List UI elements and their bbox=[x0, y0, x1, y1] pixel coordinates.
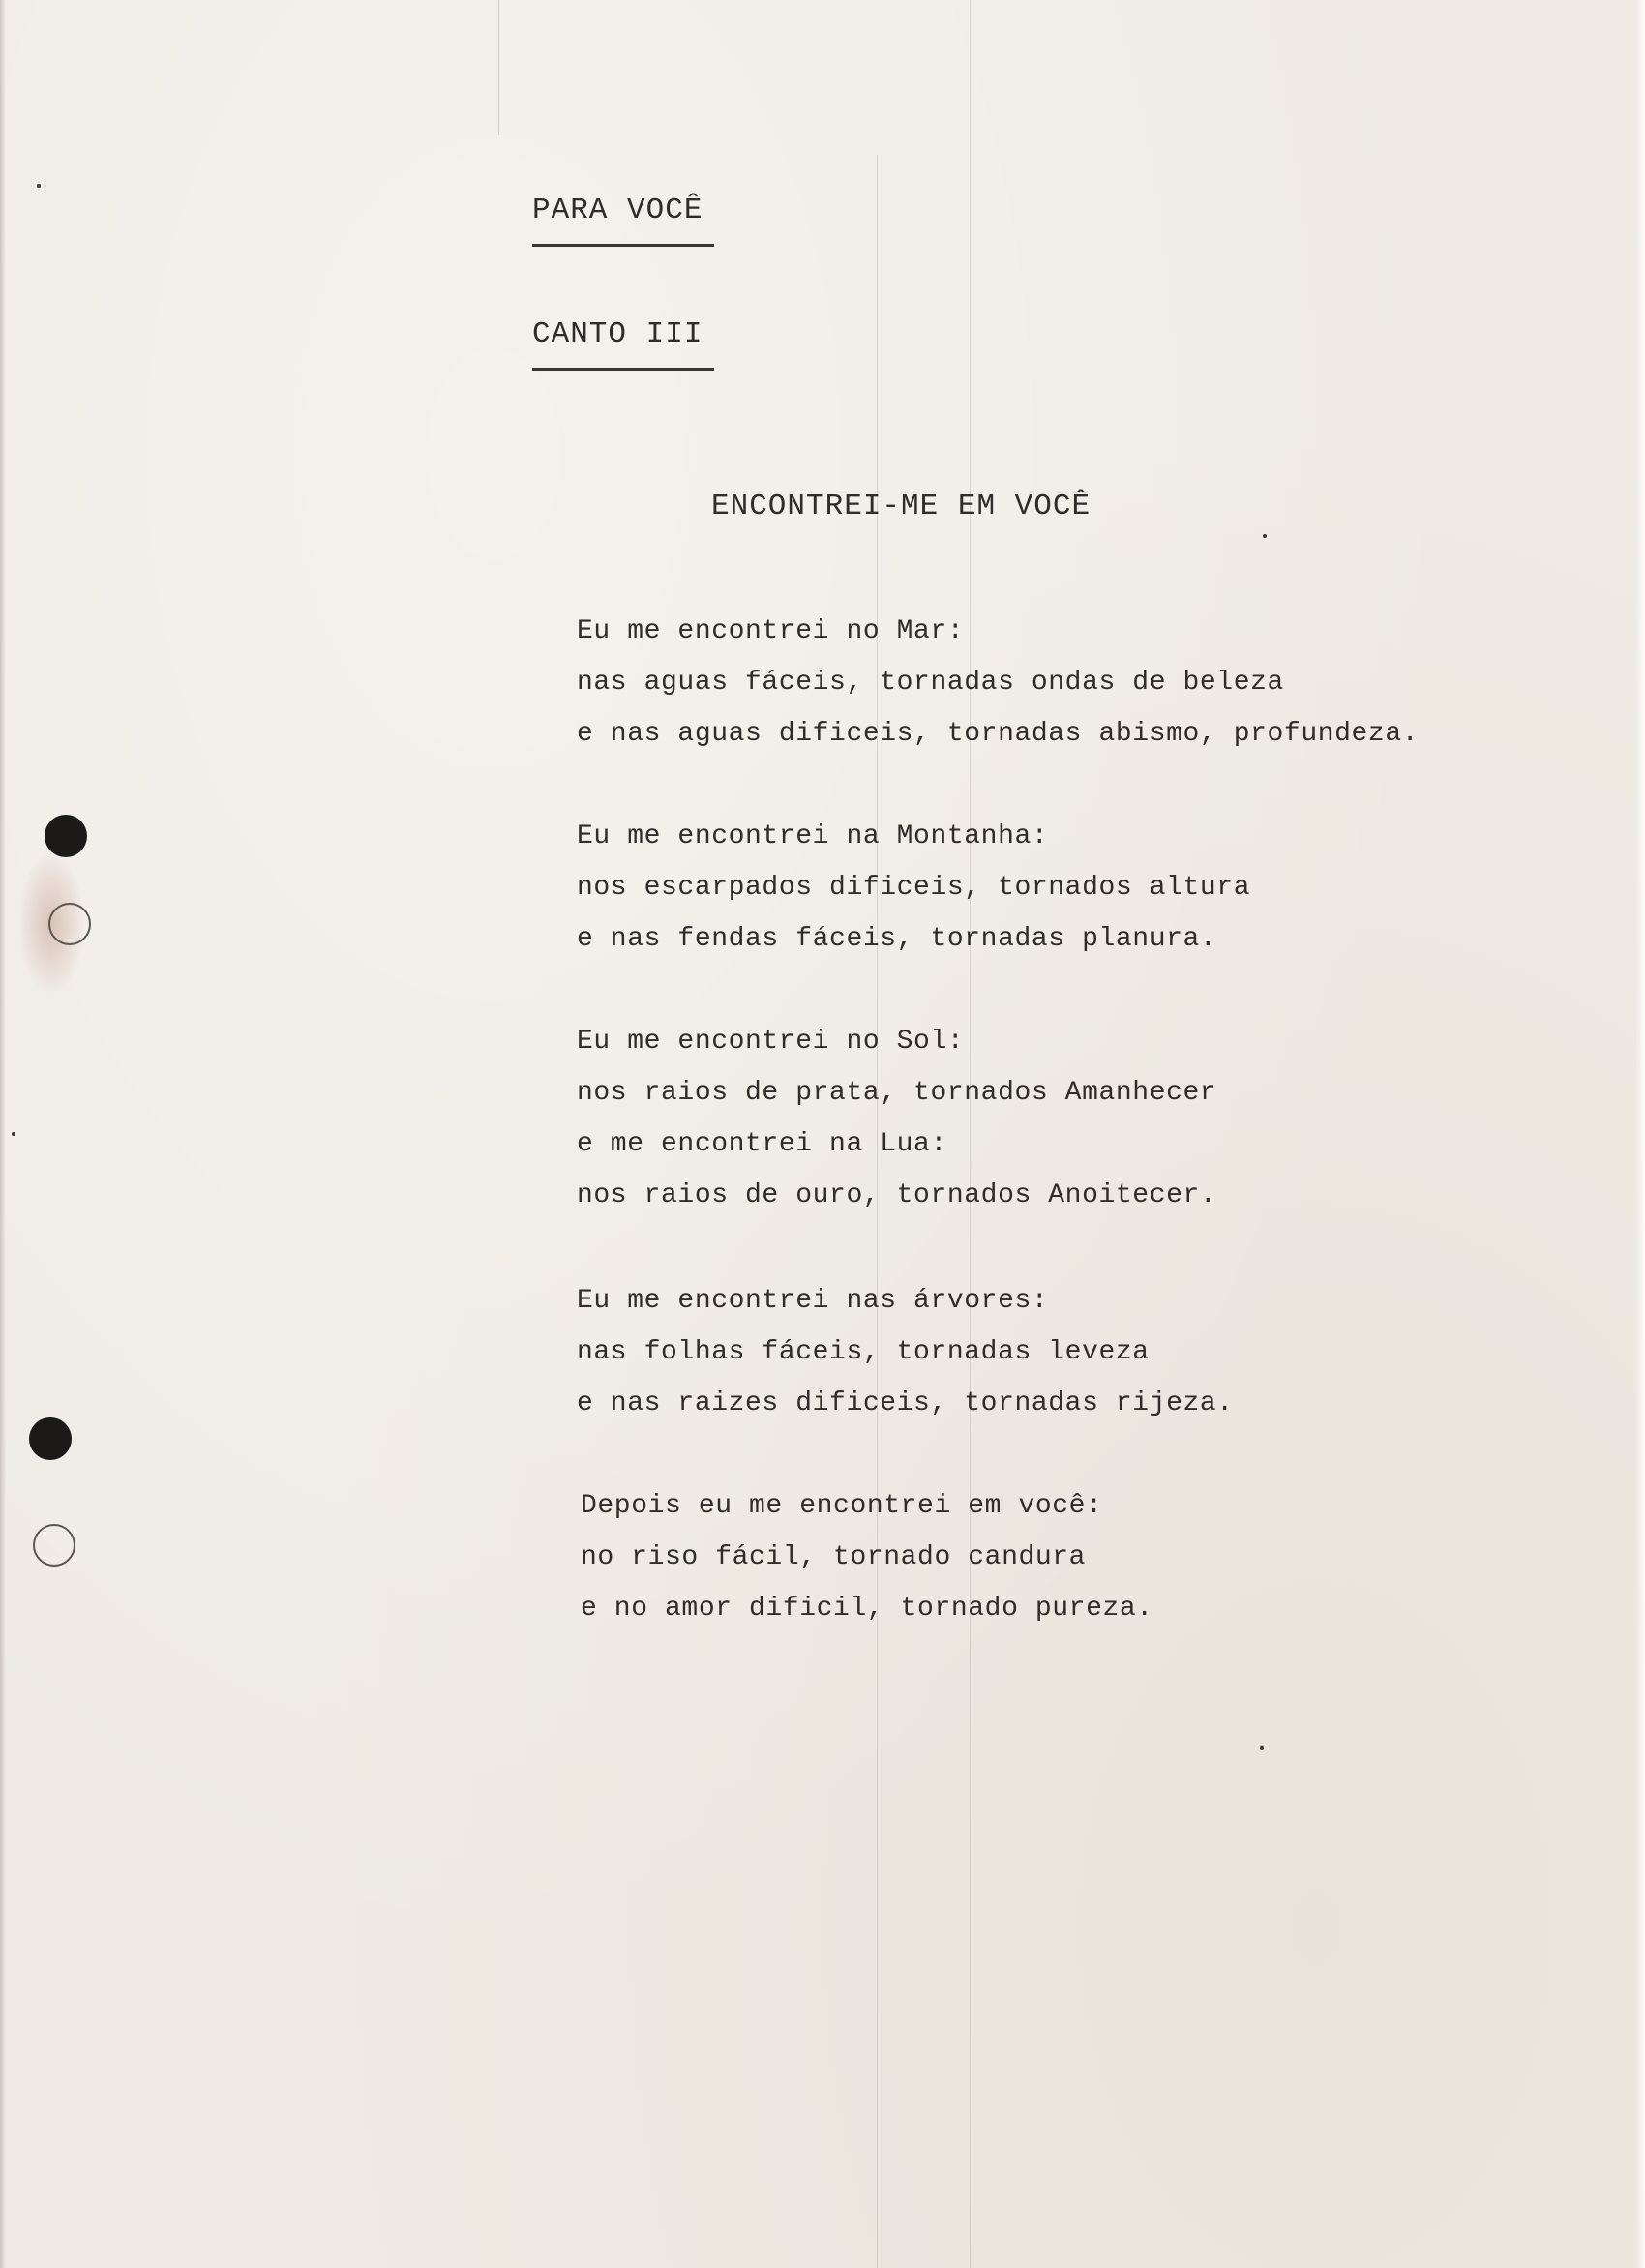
poem-line: nas aguas fáceis, tornadas ondas de beleza bbox=[577, 668, 1284, 698]
ink-speck bbox=[1260, 1746, 1264, 1750]
fold-crease bbox=[498, 0, 499, 135]
poem-line: Eu me encontrei no Sol: bbox=[577, 1027, 965, 1057]
punch-hole-ring bbox=[33, 1524, 75, 1567]
poem-title: ENCONTREI-ME EM VOCÊ bbox=[711, 490, 1092, 523]
page-left-edge bbox=[0, 0, 6, 2268]
punch-hole bbox=[45, 815, 87, 857]
stanza bbox=[581, 1480, 1153, 1634]
poem-line: Eu me encontrei nas árvores: bbox=[577, 1286, 1049, 1316]
poem-line: e nas fendas fáceis, tornadas planura. bbox=[577, 924, 1217, 954]
section-underline bbox=[532, 368, 714, 371]
poem-line: nos escarpados dificeis, tornados altura bbox=[577, 873, 1251, 903]
title-underline bbox=[532, 244, 714, 247]
page-right-edge bbox=[1635, 0, 1645, 2268]
poem-line: Depois eu me encontrei em você: bbox=[581, 1491, 1103, 1521]
section-heading: CANTO III bbox=[532, 317, 703, 351]
stanza bbox=[577, 606, 1419, 760]
ink-speck bbox=[37, 184, 41, 188]
collection-title: PARA VOCÊ bbox=[532, 194, 703, 227]
poem-line: nas folhas fáceis, tornadas leveza bbox=[577, 1337, 1150, 1367]
stanza bbox=[577, 811, 1250, 965]
ink-speck bbox=[1263, 534, 1267, 538]
poem-line: no riso fácil, tornado candura bbox=[581, 1542, 1087, 1572]
punch-hole bbox=[29, 1418, 72, 1460]
poem-line: nos raios de prata, tornados Amanhecer bbox=[577, 1078, 1217, 1108]
poem-line: e me encontrei na Lua: bbox=[577, 1129, 947, 1159]
ink-speck bbox=[12, 1132, 15, 1136]
stanza bbox=[577, 1275, 1234, 1429]
poem-line: Eu me encontrei no Mar: bbox=[577, 616, 965, 646]
stanza bbox=[577, 1016, 1216, 1221]
poem-line: e nas raizes dificeis, tornadas rijeza. bbox=[577, 1388, 1234, 1418]
poem-line: e no amor dificil, tornado pureza. bbox=[581, 1594, 1153, 1624]
poem-line: nos raios de ouro, tornados Anoitecer. bbox=[577, 1180, 1217, 1210]
punch-hole-ring bbox=[48, 903, 91, 945]
poem-line: e nas aguas dificeis, tornadas abismo, profundeza. bbox=[577, 719, 1420, 749]
poem-line: Eu me encontrei na Montanha: bbox=[577, 821, 1049, 851]
